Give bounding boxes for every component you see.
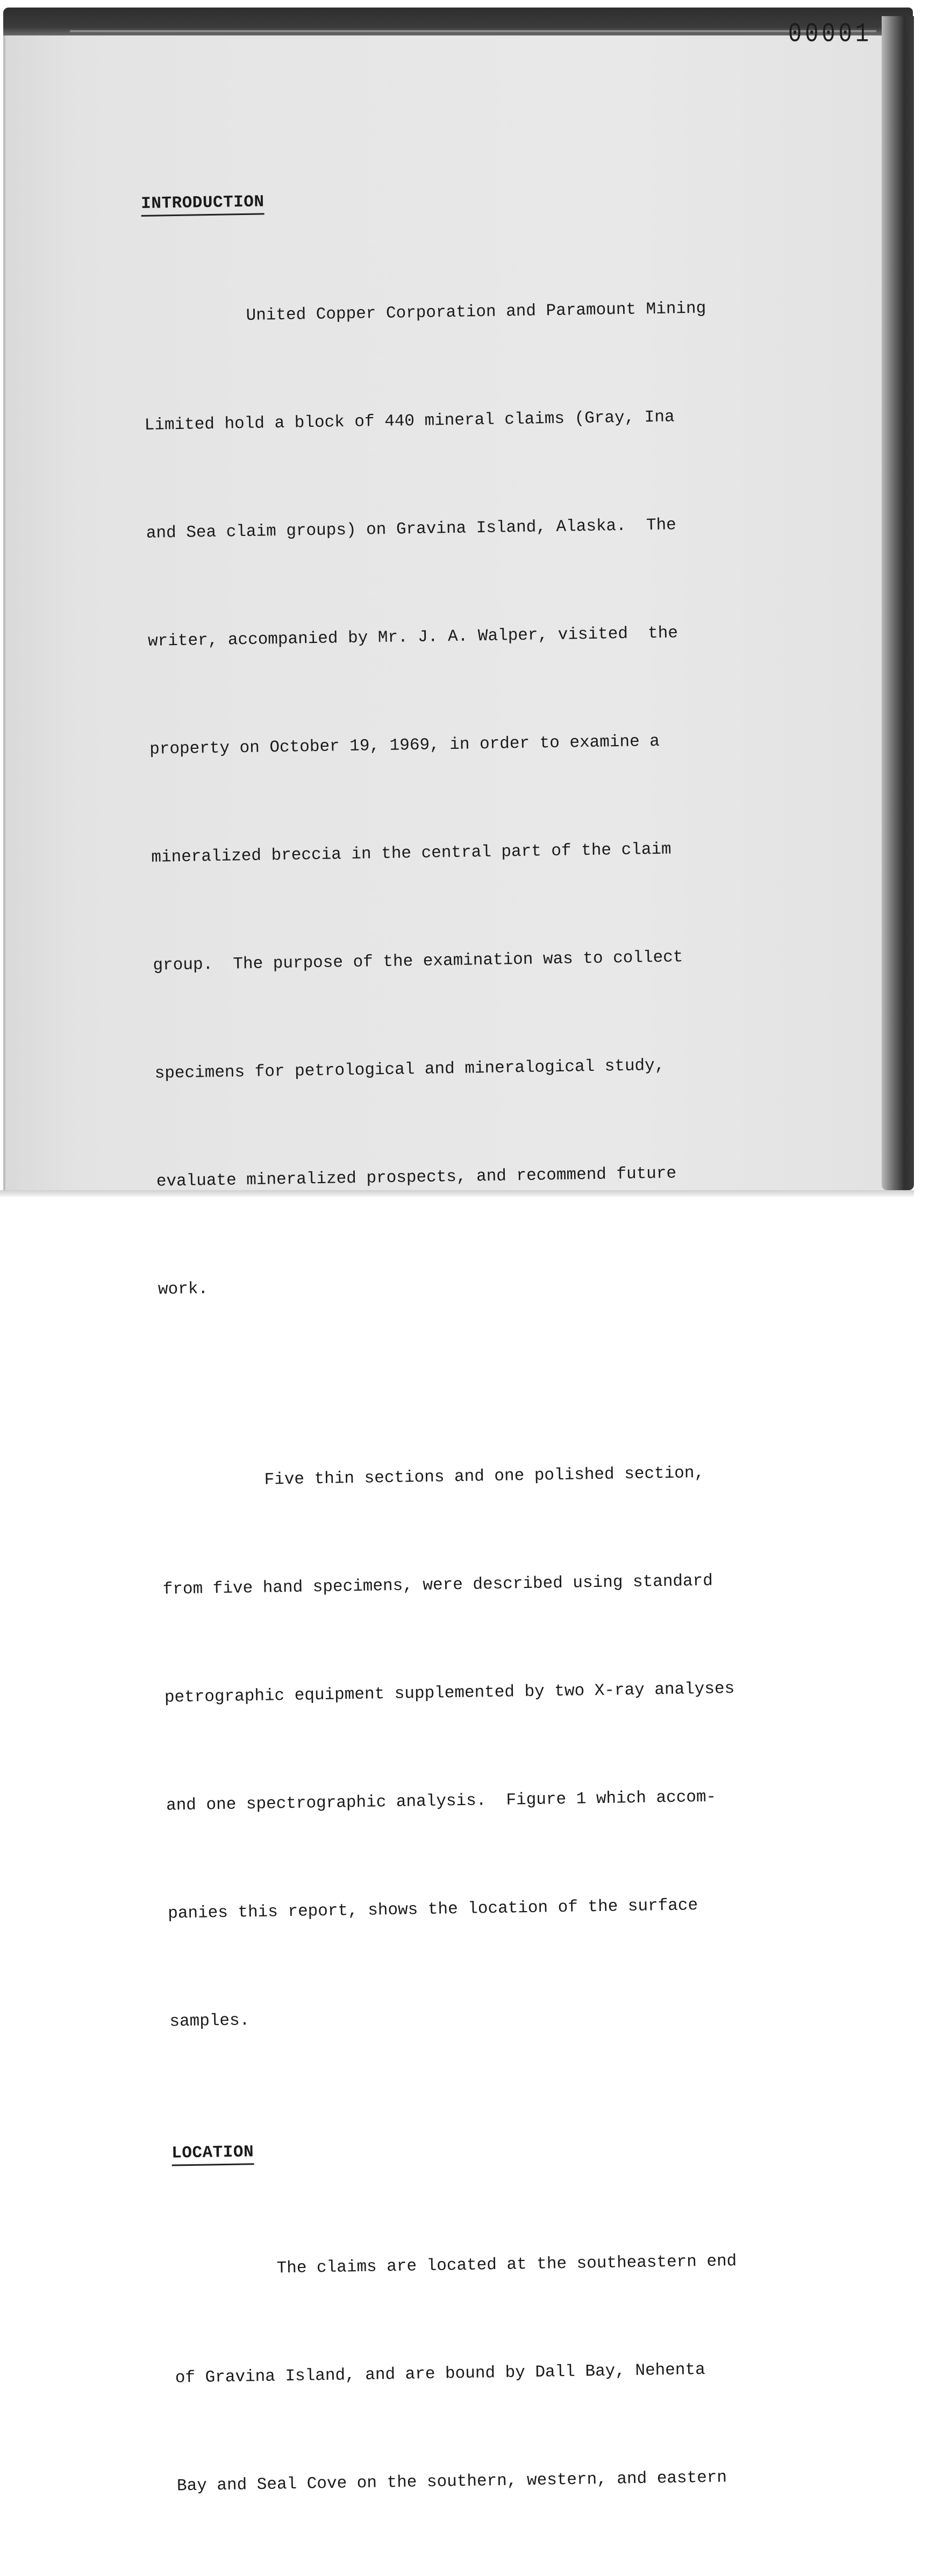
text-line: samples. (169, 2011, 250, 2031)
text-line: property on October 19, 1969, in order to examine a (149, 732, 660, 759)
text-line: Five thin sections and one polished section, (264, 1463, 705, 1490)
text-line: evaluate mineralized prospects, and recommend future (156, 1164, 677, 1191)
introduction-section (141, 183, 816, 2112)
text-line: group. The purpose of the examination was to collect (153, 948, 683, 975)
text-line: work. (158, 1279, 209, 1299)
text-line: panies this report, shows the location of the surface (167, 1896, 698, 1923)
introduction-paragraph-2 (160, 1382, 816, 2112)
introduction-paragraph-1 (141, 217, 805, 1380)
text-line: The claims are located at the southeastern end (276, 2252, 737, 2278)
text-line: petrographic equipment supplemented by two X-ray analyses (164, 1679, 735, 1707)
text-line: of Gravina Island, and are bound by Dall Bay, Nehenta (175, 2360, 705, 2388)
text-line: writer, accompanied by Mr. J. A. Walper, visited the (147, 624, 678, 651)
location-section (171, 2133, 824, 2576)
text-line: mineralized breccia in the central part of the claim (151, 840, 671, 867)
text-line: and Sea claim groups) on Gravina Island, Alaska. The (146, 516, 677, 543)
text-line: from five hand specimens, were described using standard (162, 1571, 713, 1599)
scan-right-border (882, 16, 914, 1190)
document-body (141, 183, 823, 2576)
location-paragraph-1 (172, 2170, 823, 2576)
text-line: Limited hold a block of 440 mineral claims (Gray, Ina (144, 407, 675, 435)
location-heading: LOCATION (171, 2142, 254, 2166)
text-line: and one spectrographic analysis. Figure 1 which accom- (166, 1787, 717, 1815)
text-line: Bay and Seal Cove on the southern, western, and eastern (176, 2468, 727, 2496)
scan-top-edge (70, 30, 876, 32)
text-line: specimens for petrological and mineralogical study, (154, 1056, 665, 1083)
introduction-heading: INTRODUCTION (141, 191, 265, 217)
text-line: United Copper Corporation and Paramount Mining (246, 299, 706, 325)
page-number: 00001 (788, 18, 873, 49)
